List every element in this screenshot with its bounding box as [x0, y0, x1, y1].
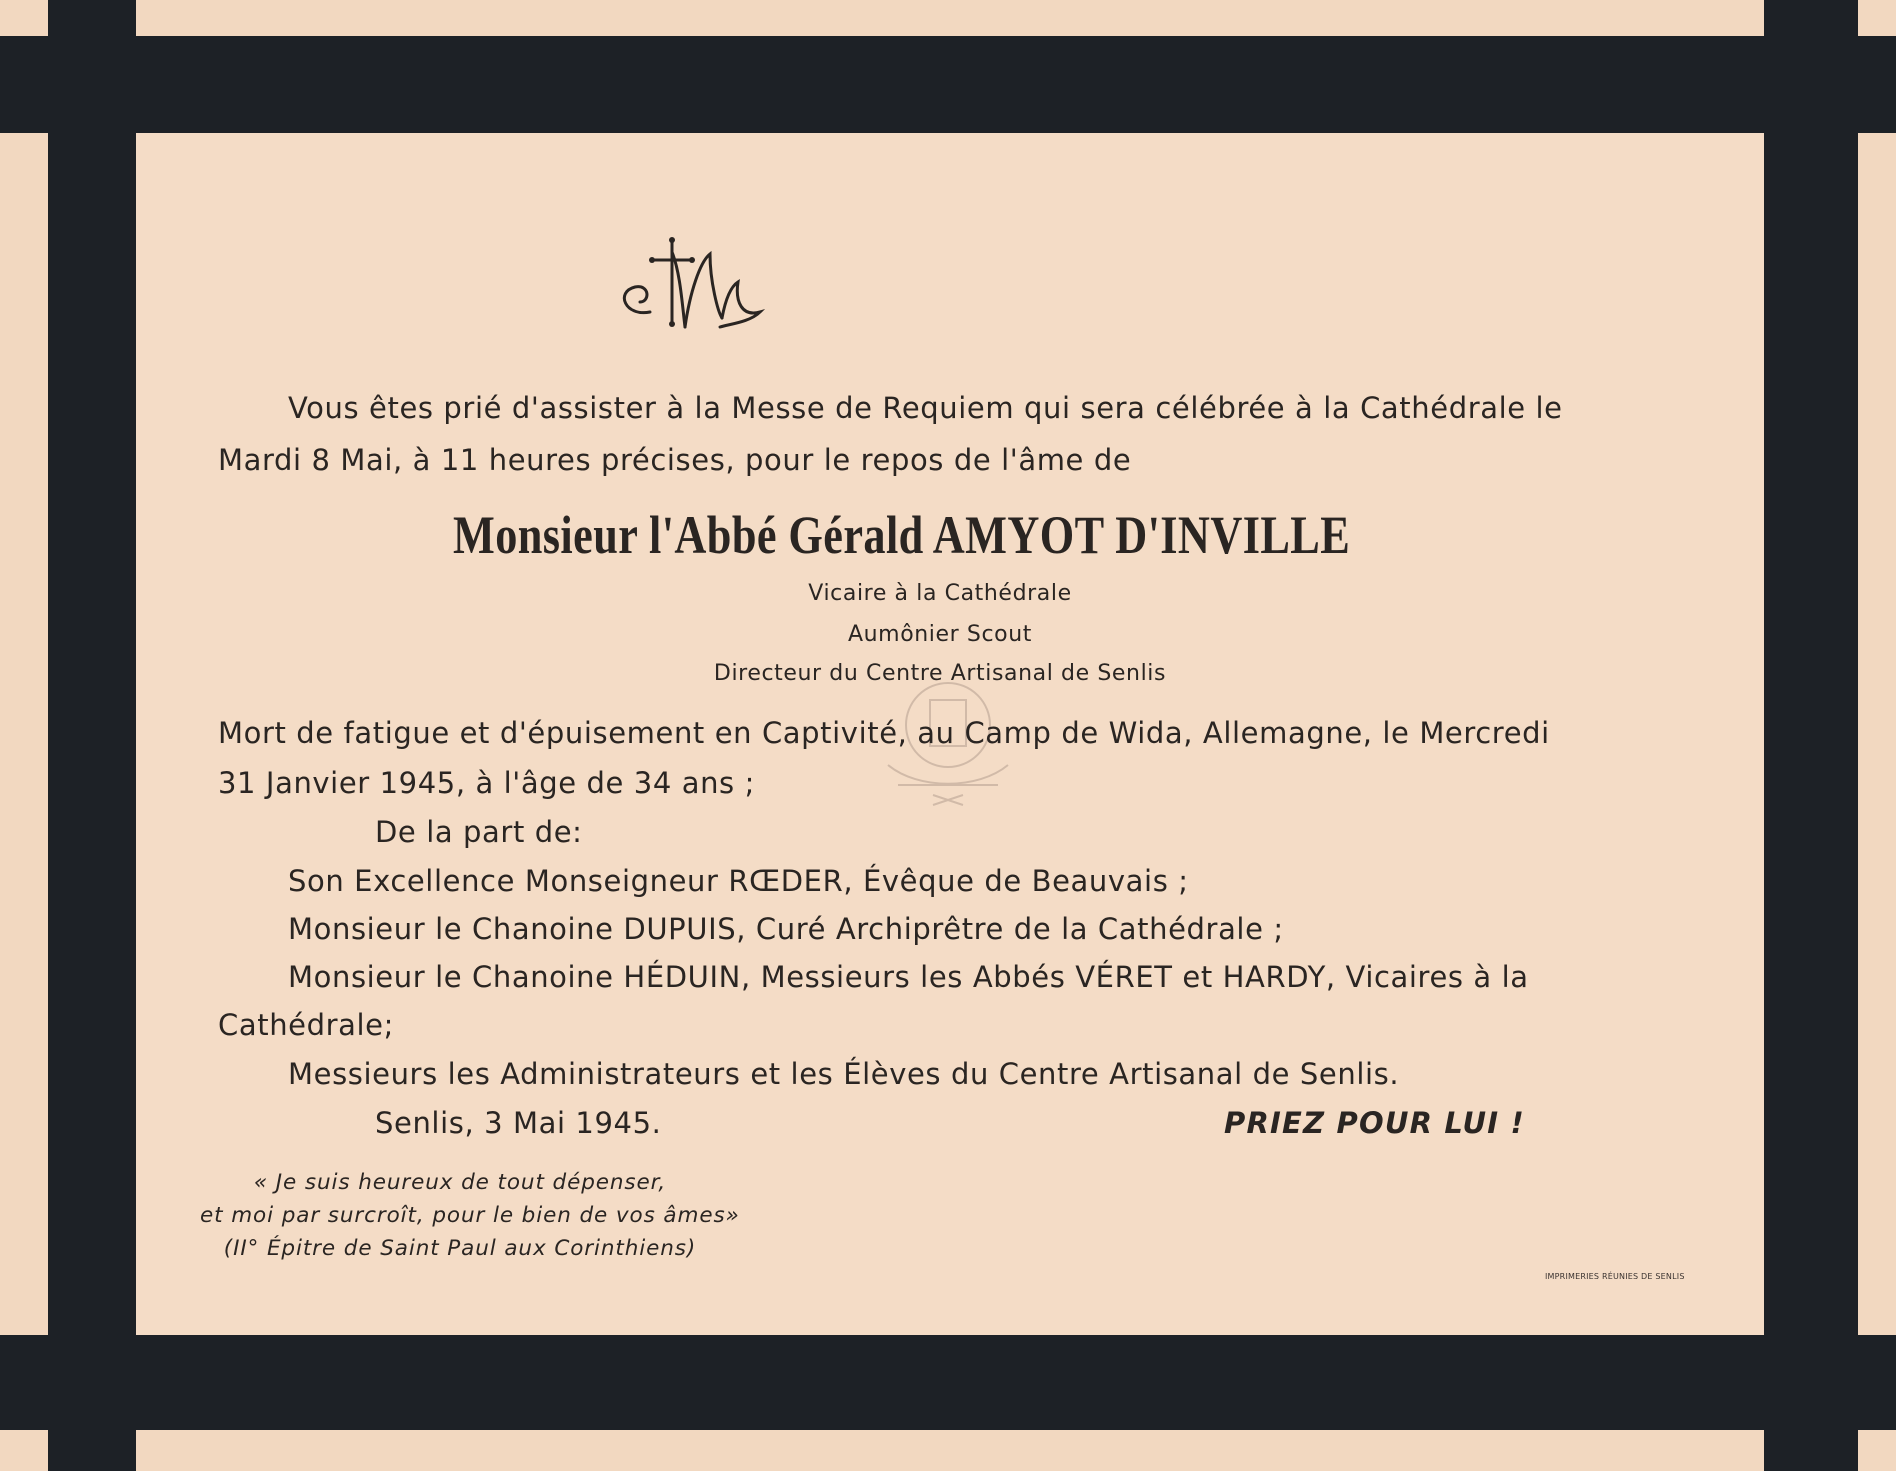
sender-cathedral: Cathédrale;: [218, 1008, 394, 1042]
invitation-line-2: Mardi 8 Mai, à 11 heures précises, pour le repos de l'âme de: [218, 443, 1132, 477]
death-line-1: Mort de fatigue et d'épuisement en Captivité, au Camp de Wida, Allemagne, le Mercredi: [218, 716, 1550, 750]
death-line-2: 31 Janvier 1945, à l'âge de 34 ans ;: [218, 766, 755, 800]
place-date: Senlis, 3 Mai 1945.: [375, 1106, 662, 1140]
title-scout-chaplain: Aumônier Scout: [847, 622, 1032, 647]
quote-line-2: et moi par surcroît, pour le bien de vos âmes»: [200, 1203, 740, 1228]
title-director: Directeur du Centre Artisanal de Senlis: [713, 661, 1167, 686]
border-right: [1764, 0, 1858, 1471]
from-heading: De la part de:: [375, 815, 583, 849]
printer-credit: IMPRIMERIES RÉUNIES DE SENLIS: [1545, 1272, 1685, 1281]
deceased-name: Monsieur l'Abbé Gérald AMYOT D'INVILLE: [453, 505, 1351, 565]
border-bottom: [0, 1335, 1896, 1430]
prayer-request: PRIEZ POUR LUI !: [1224, 1106, 1525, 1140]
border-top: [0, 36, 1896, 133]
sender-archpriest: Monsieur le Chanoine DUPUIS, Curé Archiprêtre de la Cathédrale ;: [288, 912, 1284, 946]
quote-line-1: « Je suis heureux de tout dépenser,: [253, 1170, 667, 1195]
cross-monogram-icon: [610, 232, 770, 342]
quote-line-3: (II° Épitre de Saint Paul aux Corinthiens): [223, 1236, 697, 1261]
sender-bishop: Son Excellence Monseigneur RŒDER, Évêque de Beauvais ;: [288, 864, 1189, 898]
border-left: [48, 0, 136, 1471]
sender-administrators: Messieurs les Administrateurs et les Élèves du Centre Artisanal de Senlis.: [288, 1057, 1400, 1091]
invitation-line-1: Vous êtes prié d'assister à la Messe de Requiem qui sera célébrée à la Cathédrale le: [288, 391, 1563, 425]
sender-canon-heduin: Monsieur le Chanoine HÉDUIN, Messieurs les Abbés VÉRET et HARDY, Vicaires à la: [288, 960, 1529, 994]
title-vicar: Vicaire à la Cathédrale: [808, 581, 1072, 606]
